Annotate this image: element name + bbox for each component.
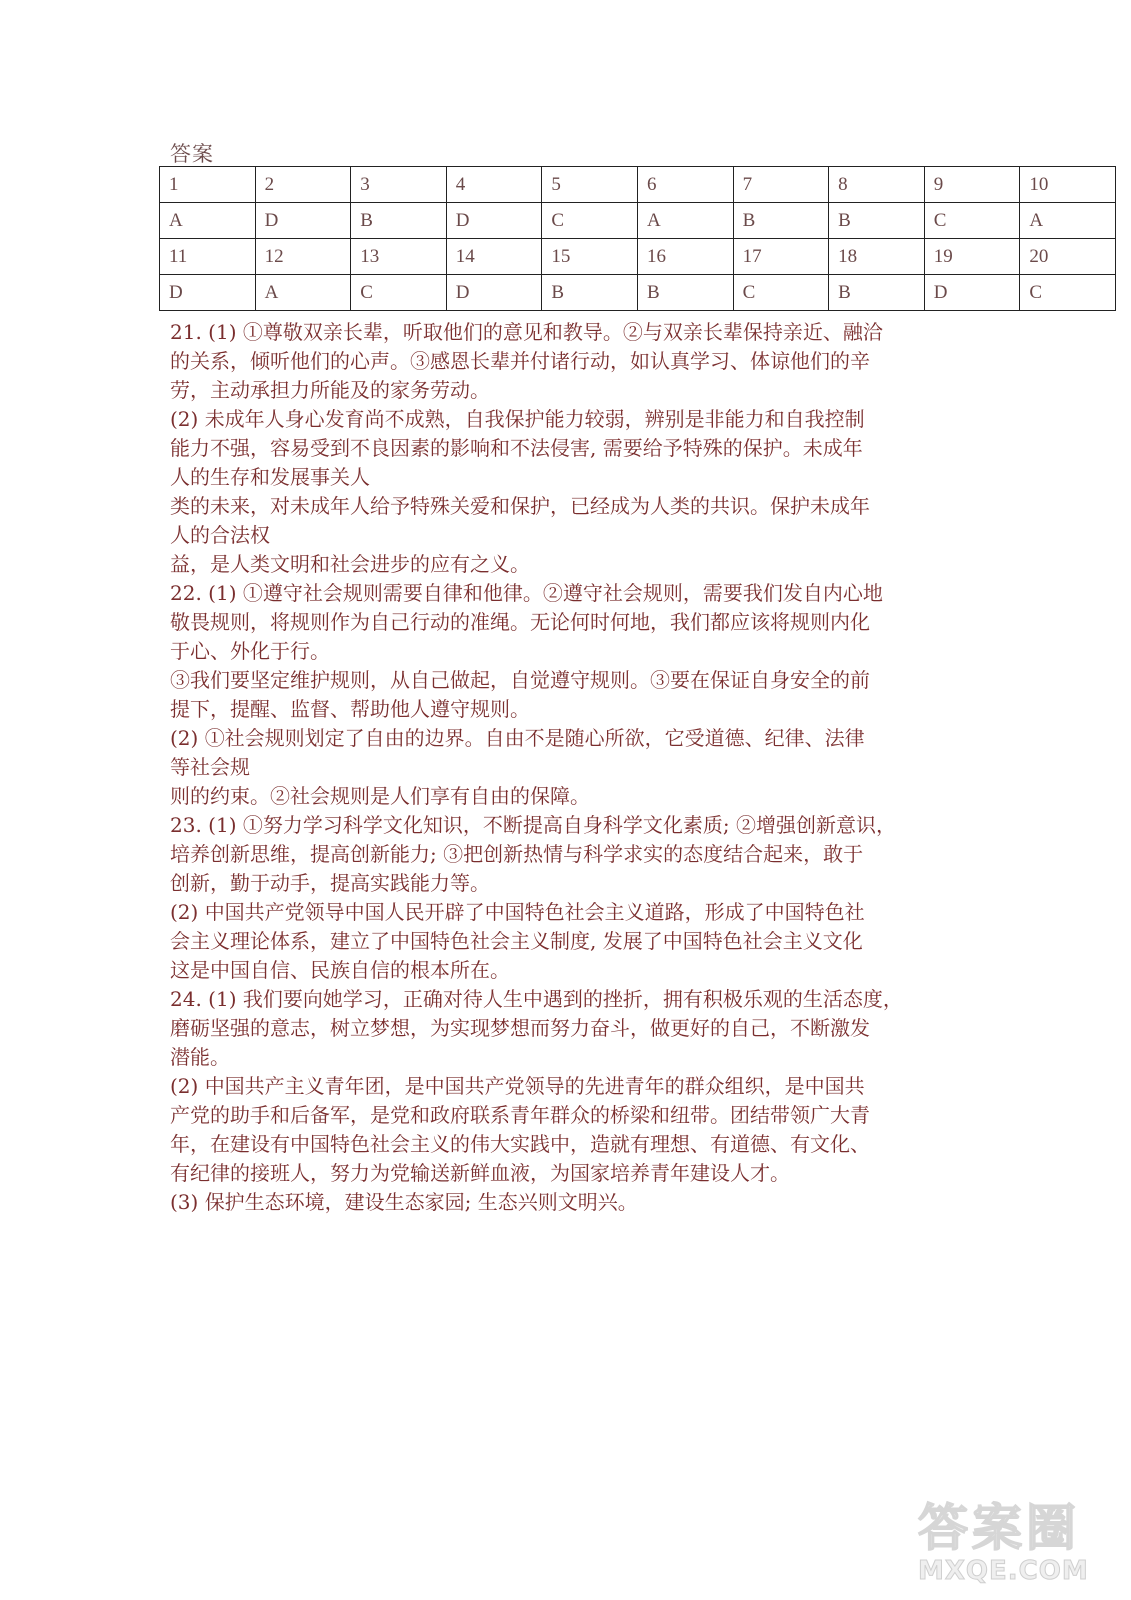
answer-line: (2) 中国共产党领导中国人民开辟了中国特色社会主义道路，形成了中国特色社 [170, 900, 865, 924]
answer-letter-cell: A [255, 275, 351, 311]
answer-letter-cell: B [351, 203, 447, 239]
answer-letter-cell: D [446, 203, 542, 239]
answer-line: 产党的助手和后备军，是党和政府联系青年群众的桥梁和纽带。团结带领广大青 [170, 1103, 870, 1127]
watermark-url: MXQE.COM [918, 1556, 1089, 1586]
answer-line: 年，在建设有中国特色社会主义的伟大实践中，造就有理想、有道德、有文化、 [170, 1132, 870, 1156]
question-number-cell: 19 [924, 239, 1020, 275]
answer-line: (2) ①社会规则划定了自由的边界。自由不是随心所欲，它受道德、纪律、法律 [170, 726, 865, 750]
answer-line: 人的生存和发展事关人 [170, 465, 370, 489]
answer-letter-cell: D [160, 275, 256, 311]
question-number-cell: 8 [829, 167, 925, 203]
answer-letter-cell: A [1020, 203, 1116, 239]
answer-letter-cell: D [446, 275, 542, 311]
answer-line: 提下，提醒、监督、帮助他人遵守规则。 [170, 697, 530, 721]
answer-letter-row [160, 275, 1116, 311]
answer-line: 人的合法权 [170, 523, 270, 547]
watermark-logo [918, 1500, 1118, 1590]
question-number-cell: 12 [255, 239, 351, 275]
answer-letter-cell: D [924, 275, 1020, 311]
answer-letter-cell: B [829, 203, 925, 239]
page-heading: 答案 [170, 142, 214, 166]
answer-line: 能力不强，容易受到不良因素的影响和不法侵害, 需要给予特殊的保护。未成年 [170, 436, 863, 460]
answer-line: 益，是人类文明和社会进步的应有之义。 [170, 552, 530, 576]
answer-letter-cell: A [637, 203, 733, 239]
question-number-cell: 11 [160, 239, 256, 275]
answer-line: 创新，勤于动手，提高实践能力等。 [170, 871, 490, 895]
answer-table [159, 166, 1116, 311]
answer-line: 24. (1) 我们要向她学习，正确对待人生中遇到的挫折，拥有积极乐观的生活态度， [170, 987, 903, 1011]
answer-letter-cell: B [733, 203, 829, 239]
answer-line: 于心、外化于行。 [170, 639, 330, 663]
question-number-cell: 3 [351, 167, 447, 203]
question-number-cell: 18 [829, 239, 925, 275]
question-number-cell: 16 [637, 239, 733, 275]
answer-line: 磨砺坚强的意志，树立梦想，为实现梦想而努力奋斗，做更好的自己，不断激发 [170, 1016, 870, 1040]
question-number-cell: 4 [446, 167, 542, 203]
answer-letter-row [160, 203, 1116, 239]
answer-line: 会主义理论体系，建立了中国特色社会主义制度, 发展了中国特色社会主义文化 [170, 929, 863, 953]
question-number-cell: 6 [637, 167, 733, 203]
question-number-row [160, 167, 1116, 203]
question-number-cell: 20 [1020, 239, 1116, 275]
watermark-title: 答案圈 [918, 1499, 1080, 1557]
answer-line: ③我们要坚定维护规则，从自己做起，自觉遵守规则。③要在保证自身安全的前 [170, 668, 870, 692]
answer-line: 则的约束。②社会规则是人们享有自由的保障。 [170, 784, 590, 808]
answer-letter-cell: C [924, 203, 1020, 239]
answer-line: 潜能。 [170, 1045, 230, 1069]
answer-line: (2) 未成年人身心发育尚不成熟，自我保护能力较弱，辨别是非能力和自我控制 [170, 407, 865, 431]
answer-line: 的关系，倾听他们的心声。③感恩长辈并付诸行动，如认真学习、体谅他们的辛 [170, 349, 870, 373]
answer-letter-cell: B [637, 275, 733, 311]
question-number-cell: 9 [924, 167, 1020, 203]
question-number-cell: 14 [446, 239, 542, 275]
answer-line: 22. (1) ①遵守社会规则需要自律和他律。②遵守社会规则，需要我们发自内心地 [170, 581, 883, 605]
answer-letter-cell: C [351, 275, 447, 311]
answer-line: (2) 中国共产主义青年团，是中国共产党领导的先进青年的群众组织，是中国共 [170, 1074, 865, 1098]
question-number-cell: 17 [733, 239, 829, 275]
answer-line: 培养创新思维，提高创新能力; ③把创新热情与科学求实的态度结合起来，敢于 [170, 842, 864, 866]
answer-text-block [170, 318, 970, 1217]
answer-line: 21. (1) ①尊敬双亲长辈，听取他们的意见和教导。②与双亲长辈保持亲近、融洽 [170, 320, 883, 344]
answer-line: 敬畏规则，将规则作为自己行动的准绳。无论何时何地，我们都应该将规则内化 [170, 610, 870, 634]
answer-letter-cell: B [829, 275, 925, 311]
answer-line: 劳，主动承担力所能及的家务劳动。 [170, 378, 490, 402]
question-number-row [160, 239, 1116, 275]
question-number-cell: 10 [1020, 167, 1116, 203]
answer-letter-cell: B [542, 275, 638, 311]
question-number-cell: 7 [733, 167, 829, 203]
question-number-cell: 2 [255, 167, 351, 203]
question-number-cell: 5 [542, 167, 638, 203]
answer-letter-cell: C [542, 203, 638, 239]
answer-line: 有纪律的接班人，努力为党输送新鲜血液，为国家培养青年建设人才。 [170, 1161, 790, 1185]
question-number-cell: 1 [160, 167, 256, 203]
answer-letter-cell: A [160, 203, 256, 239]
answer-line: 23. (1) ①努力学习科学文化知识，不断提高自身科学文化素质; ②增强创新意识， [170, 813, 896, 837]
answer-letter-cell: D [255, 203, 351, 239]
question-number-cell: 15 [542, 239, 638, 275]
question-number-cell: 13 [351, 239, 447, 275]
answer-line: 这是中国自信、民族自信的根本所在。 [170, 958, 510, 982]
answer-line: (3) 保护生态环境，建设生态家园; 生态兴则文明兴。 [170, 1190, 638, 1214]
answer-letter-cell: C [1020, 275, 1116, 311]
answer-letter-cell: C [733, 275, 829, 311]
answer-line: 等社会规 [170, 755, 250, 779]
answer-line: 类的未来，对未成年人给予特殊关爱和保护，已经成为人类的共识。保护未成年 [170, 494, 870, 518]
